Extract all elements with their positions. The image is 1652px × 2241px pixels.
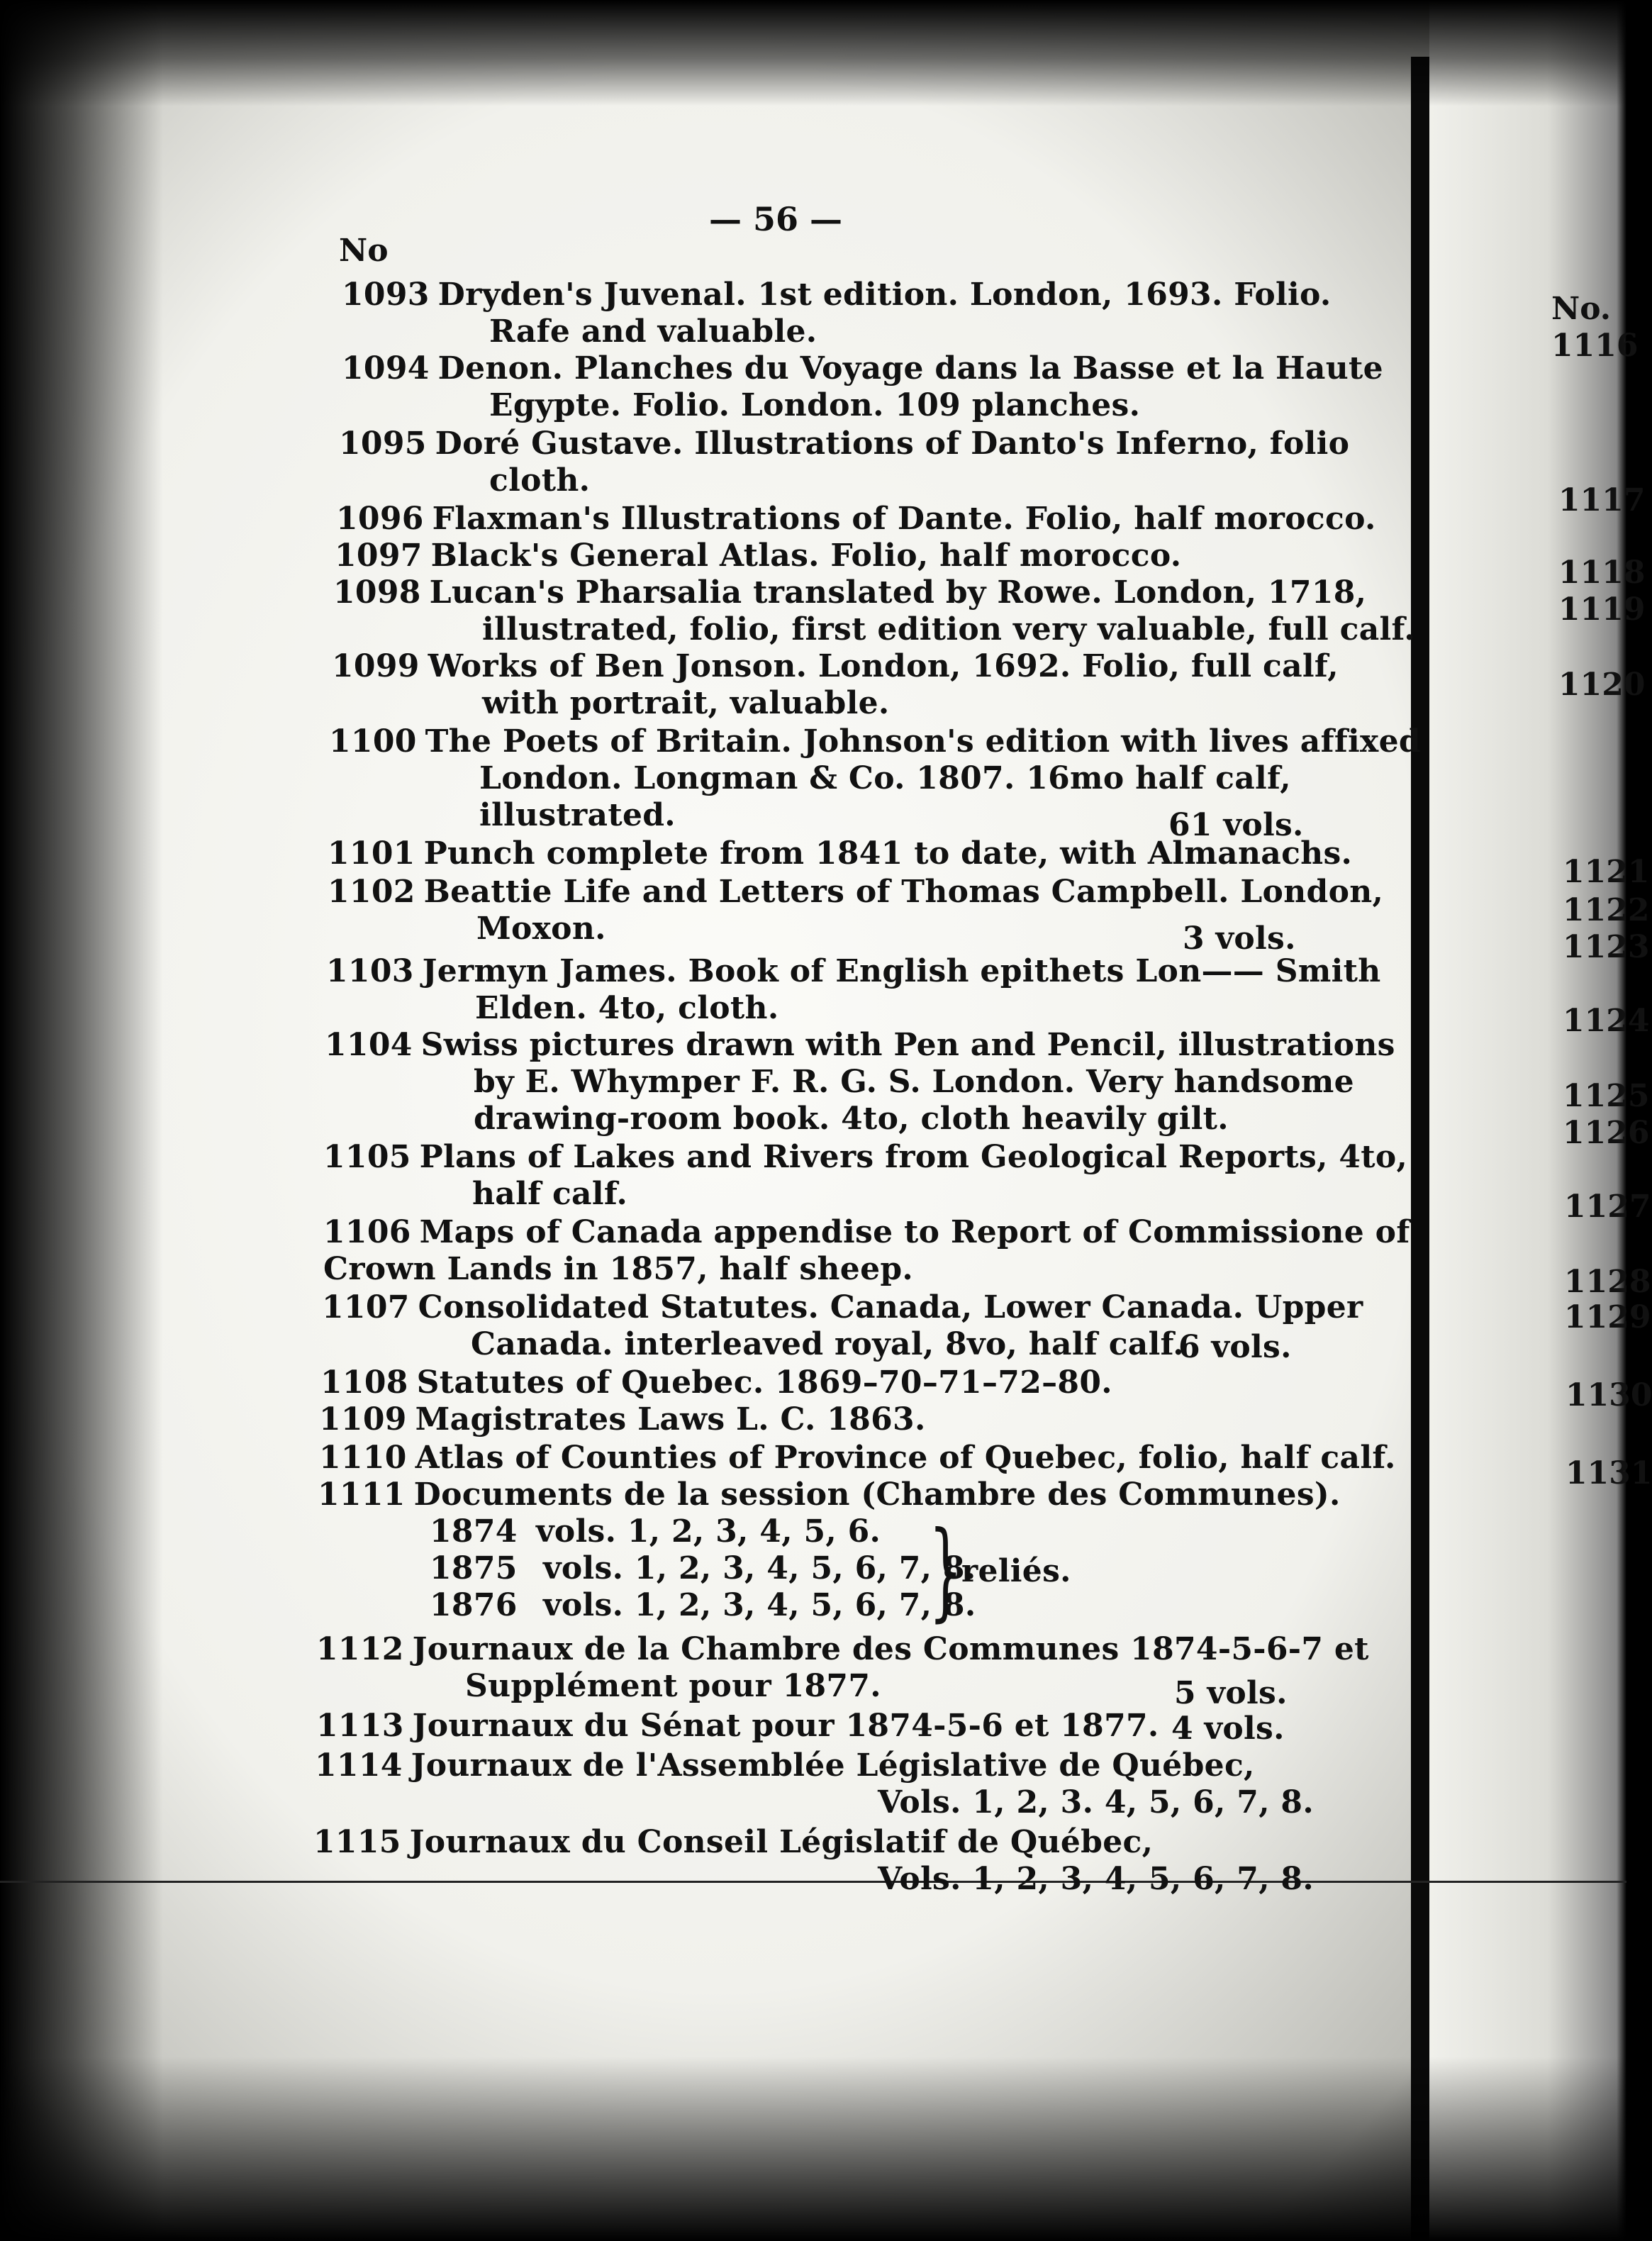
entry-quantity: 61 vols. bbox=[1168, 807, 1304, 843]
entry-line: 1111 Documents de la session (Chambre des Communes). bbox=[318, 1477, 1341, 1513]
entry-quantity: 6 vols. bbox=[1178, 1329, 1292, 1365]
entry-line: Crown Lands in 1857, half sheep. bbox=[323, 1251, 914, 1287]
entry-line: Rafe and valuable. bbox=[489, 313, 817, 350]
right-page-number: 1127 bbox=[1564, 1189, 1651, 1225]
entry-line: 1112 Journaux de la Chambre des Communes 1874-5-6-7 et bbox=[316, 1631, 1369, 1667]
entry-quantity: 3 vols. bbox=[1183, 921, 1296, 957]
entry-line: Vols. 1, 2, 3, 4, 5, 6, 7, 8. bbox=[878, 1861, 1314, 1897]
sublist-note: reliés. bbox=[961, 1553, 1071, 1589]
entry-line: 1101 Punch complete from 1841 to date, with Almanachs. bbox=[328, 835, 1353, 872]
number-column-header: No bbox=[339, 233, 389, 269]
right-page-number: 1122 bbox=[1563, 892, 1650, 928]
right-page-number: 1126 bbox=[1563, 1115, 1650, 1151]
entry-line: 1097 Black's General Atlas. Folio, half morocco. bbox=[335, 538, 1182, 574]
entry-line: 1098 Lucan's Pharsalia translated by Rowe. London, 1718, bbox=[333, 574, 1367, 611]
scan-shadow-top bbox=[0, 0, 1626, 106]
entry-line: 1093 Dryden's Juvenal. 1st edition. London, 1693. Folio. bbox=[342, 277, 1332, 313]
sublist-vols: vols. 1, 2, 3, 4, 5, 6. bbox=[536, 1513, 881, 1550]
entry-line: 1115 Journaux du Conseil Législatif de Québec, bbox=[313, 1824, 1154, 1860]
entry-quantity: 5 vols. bbox=[1174, 1675, 1288, 1711]
right-page-number: 1116 bbox=[1551, 328, 1639, 364]
entry-line: drawing-room book. 4to, cloth heavily gilt. bbox=[474, 1101, 1229, 1137]
brace-glyph: } bbox=[929, 1509, 963, 1633]
right-page-number: 1130 bbox=[1566, 1377, 1652, 1413]
right-page-number: 1117 bbox=[1558, 482, 1646, 518]
right-page-number: 1121 bbox=[1563, 854, 1650, 890]
entry-line: Vols. 1, 2, 3. 4, 5, 6, 7, 8. bbox=[878, 1784, 1314, 1820]
right-page-number: 1125 bbox=[1563, 1078, 1650, 1114]
entry-line: 1107 Consolidated Statutes. Canada, Lower Canada. Upper bbox=[322, 1289, 1363, 1325]
entry-line: Egypte. Folio. London. 109 planches. bbox=[489, 387, 1141, 423]
entry-line: 1106 Maps of Canada appendise to Report of Commissione of bbox=[323, 1214, 1410, 1250]
entry-line: with portrait, valuable. bbox=[482, 685, 890, 721]
scan-shadow-bottom bbox=[0, 2057, 1626, 2241]
right-page-number: 1120 bbox=[1558, 667, 1646, 703]
entry-line: 1094 Denon. Planches du Voyage dans la Basse et la Haute bbox=[342, 350, 1383, 387]
right-page-header: No. bbox=[1551, 291, 1612, 327]
sublist-vols: vols. 1, 2, 3, 4, 5, 6, 7, 8. bbox=[543, 1550, 976, 1586]
entry-line: cloth. bbox=[489, 462, 591, 499]
entry-line: 1099 Works of Ben Jonson. London, 1692. Folio, full calf, bbox=[332, 648, 1339, 684]
scan-shadow-left bbox=[0, 0, 163, 2241]
page-number: — 56 — bbox=[709, 200, 843, 238]
entry-line: 1105 Plans of Lakes and Rivers from Geological Reports, 4to, bbox=[323, 1139, 1408, 1175]
right-page-number: 1128 bbox=[1564, 1264, 1651, 1300]
right-page-number: 1123 bbox=[1563, 929, 1650, 965]
sublist-year: 1875 bbox=[430, 1550, 518, 1586]
entry-line: 1108 Statutes of Quebec. 1869–70–71–72–80. bbox=[320, 1364, 1112, 1401]
entry-line: Canada. interleaved royal, 8vo, half calf. bbox=[471, 1326, 1184, 1362]
sublist-year: 1876 bbox=[430, 1587, 518, 1623]
right-page-number: 1131 bbox=[1566, 1455, 1652, 1491]
entry-line: 1109 Magistrates Laws L. C. 1863. bbox=[319, 1401, 926, 1438]
entry-quantity: 4 vols. bbox=[1171, 1711, 1285, 1747]
sublist-year: 1874 bbox=[430, 1513, 518, 1550]
entry-line: by E. Whymper F. R. G. S. London. Very handsome bbox=[474, 1064, 1354, 1100]
entry-line: half calf. bbox=[472, 1176, 628, 1212]
entry-line: 1096 Flaxman's Illustrations of Dante. Folio, half morocco. bbox=[336, 501, 1376, 537]
right-page-number: 1118 bbox=[1558, 555, 1646, 591]
entry-line: 1102 Beattie Life and Letters of Thomas Campbell. London, bbox=[328, 874, 1384, 910]
entry-line: 1114 Journaux de l'Assemblée Législative de Québec, bbox=[315, 1747, 1255, 1784]
entry-line: 1100 The Poets of Britain. Johnson's edition with lives affixed bbox=[329, 723, 1421, 760]
entry-line: 1113 Journaux du Sénat pour 1874-5-6 et 1877. bbox=[316, 1708, 1159, 1744]
entry-line: Elden. 4to, cloth. bbox=[475, 990, 779, 1026]
right-page-number: 1129 bbox=[1564, 1299, 1651, 1335]
bottom-rule bbox=[0, 1881, 1626, 1883]
entry-line: 1103 Jermyn James. Book of English epithets Lon—— Smith bbox=[326, 953, 1381, 989]
page-gutter bbox=[1411, 57, 1429, 2241]
entry-line: 1095 Doré Gustave. Illustrations of Danto's Inferno, folio bbox=[339, 426, 1350, 462]
right-page-number: 1119 bbox=[1558, 591, 1646, 628]
entry-line: illustrated, folio, first edition very valuable, full calf. bbox=[482, 611, 1415, 647]
right-page-number: 1124 bbox=[1563, 1003, 1650, 1039]
entry-line: illustrated. bbox=[479, 797, 676, 833]
entry-line: Moxon. bbox=[476, 911, 606, 947]
sublist-vols: vols. 1, 2, 3, 4, 5, 6, 7, 8. bbox=[543, 1587, 976, 1623]
entry-line: London. Longman & Co. 1807. 16mo half calf, bbox=[479, 760, 1291, 796]
entry-line: 1110 Atlas of Counties of Province of Quebec, folio, half calf. bbox=[319, 1440, 1396, 1476]
entry-line: 1104 Swiss pictures drawn with Pen and Pencil, illustrations bbox=[325, 1027, 1395, 1063]
entry-line: Supplément pour 1877. bbox=[465, 1668, 881, 1704]
